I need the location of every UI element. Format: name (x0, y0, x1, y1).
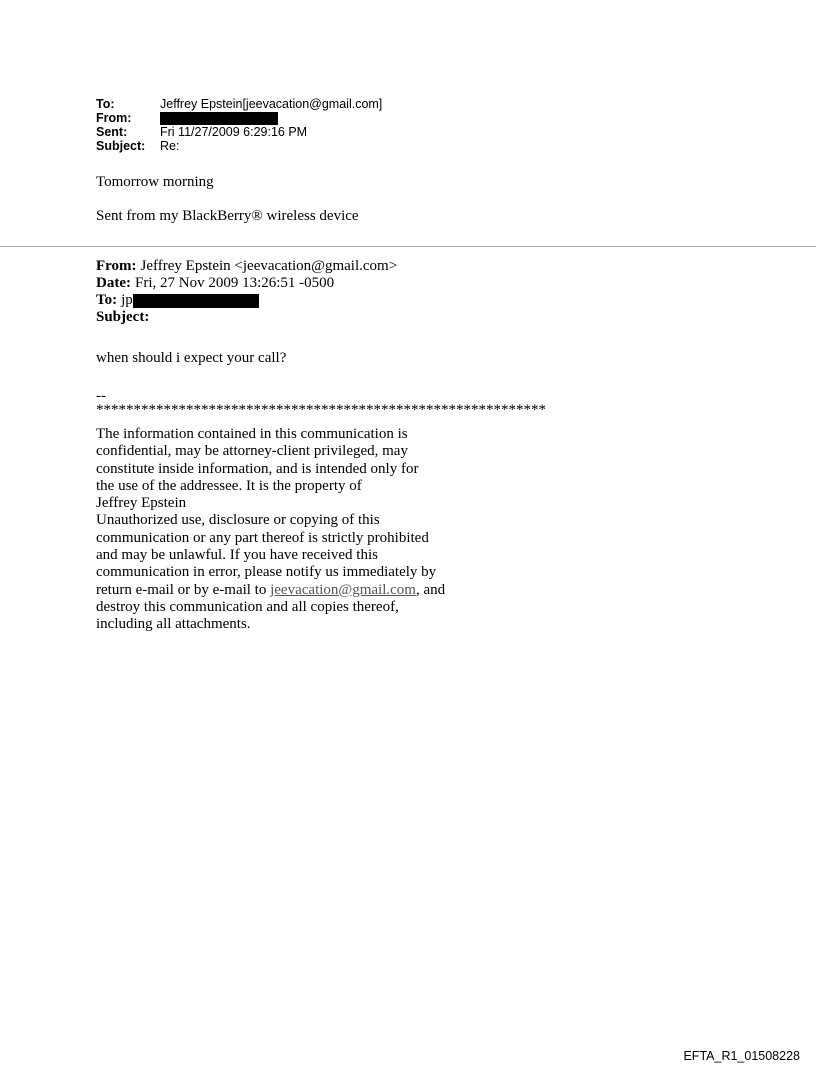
quoted-date-value: Fri, 27 Nov 2009 13:26:51 -0500 (134, 275, 335, 291)
from-label: From: (96, 111, 132, 125)
quoted-email-header (96, 258, 397, 326)
quoted-from-label: From: (96, 258, 137, 274)
sent-value: Fri 11/27/2009 6:29:16 PM (160, 125, 308, 139)
signature-stars: ************************************************************ (96, 402, 546, 418)
disclaimer-line: constitute inside information, and is intended only for (96, 460, 419, 477)
disclaimer-line: communication in error, please notify us immediately by (96, 564, 437, 581)
quoted-date-row (96, 275, 397, 292)
sent-label: Sent: (96, 125, 128, 139)
quoted-from-row (96, 258, 397, 275)
disclaimer-line-with-link (96, 582, 445, 599)
email-signature: Sent from my BlackBerry® wireless device (96, 208, 359, 224)
to-label: To: (96, 97, 115, 111)
to-value: Jeffrey Epstein[jeevacation@gmail.com] (160, 97, 383, 111)
subject-value: Re: (160, 139, 180, 153)
quoted-date-label: Date: (96, 275, 131, 291)
email-body: Tomorrow morning (96, 174, 214, 190)
disclaimer-line: The information contained in this communication is (96, 426, 408, 442)
document-id: EFTA_R1_01508228 (683, 1049, 800, 1063)
quoted-from-value: Jeffrey Epstein <jeevacation@gmail.com> (140, 258, 398, 274)
redaction-block (133, 294, 259, 308)
sent-row (96, 125, 382, 139)
disclaimer-line: communication or any part thereof is strictly prohibited (96, 529, 429, 546)
from-row (96, 111, 382, 125)
disclaimer-line: Jeffrey Epstein (96, 495, 187, 512)
quoted-email-body: when should i expect your call? (96, 350, 287, 366)
divider (0, 246, 816, 247)
to-row (96, 97, 382, 111)
quoted-to-value: jp (121, 292, 133, 308)
quoted-to-label: To: (96, 292, 118, 308)
quoted-subject-label: Subject: (96, 309, 150, 325)
email-header (96, 97, 382, 153)
quoted-to-row (96, 292, 397, 309)
quoted-subject-row (96, 309, 397, 326)
disclaimer-line: the use of the addressee. It is the property of (96, 477, 362, 494)
disclaimer-line: including all attachments. (96, 616, 251, 633)
disclaimer-line: destroy this communication and all copies thereof, (96, 598, 399, 615)
email-link[interactable]: jeevacation@gmail.com (270, 581, 416, 598)
subject-row (96, 139, 382, 153)
disclaimer-line: Unauthorized use, disclosure or copying of this (96, 512, 380, 529)
disclaimer-text: return e-mail or by e-mail to (96, 581, 271, 598)
confidentiality-disclaimer (96, 426, 445, 634)
disclaimer-line: confidential, may be attorney-client privileged, may (96, 443, 408, 460)
subject-label: Subject: (96, 139, 146, 153)
disclaimer-text: , and (415, 581, 446, 598)
redaction-block (160, 112, 278, 125)
signature-dash: -- (96, 388, 106, 404)
disclaimer-line: and may be unlawful. If you have received this (96, 547, 378, 564)
